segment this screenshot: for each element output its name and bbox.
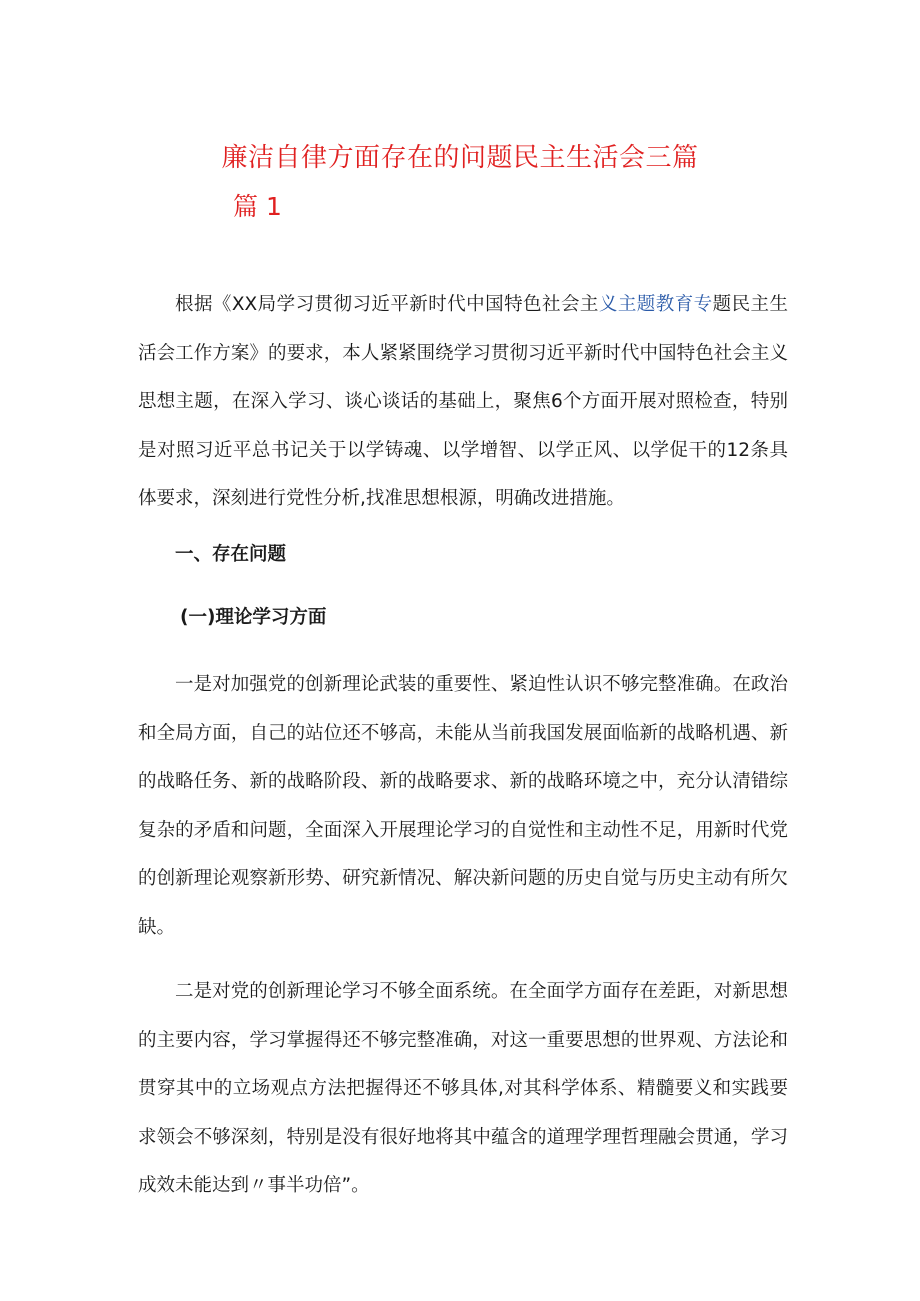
paragraph-two: 二是对党的创新理论学习不够全面系统。在全面学方面存在差距，对新思想的主要内容，学习掌握得还不够完整准确，对这一重要思想的世界观、方法论和贯穿其中的立场观点方法把握得还不够具体,对其科学体系、精髓要义和实践要求领会不够深刻，特别是没有很好地将其中蕴含的道理学理哲理融会贯通，学习成效未能达到〃事半功倍”。 <box>138 981 788 1196</box>
paragraph-one: 一是对加强党的创新理论武装的重要性、紧迫性认识不够完整准确。在政治和全局方面，自己的站位还不够高，未能从当前我国发展面临新的战略机遇、新的战略任务、新的战略阶段、新的战略要求、新的战略环境之中，充分认清错综复杂的矛盾和问题，全面深入开展理论学习的自觉性和主动性不足，用新时代党的创新理论观察新形势、研究新情况、解决新问题的历史自觉与历史主动有所欠缺。 <box>138 674 788 938</box>
intro-highlight: 义主题教育专 <box>598 294 713 315</box>
document-title: 廉洁自律方面存在的问题民主生活会三篇 <box>221 143 699 173</box>
intro-paragraph <box>138 281 788 524</box>
subsection-heading-theory: (一)理论学习方面 <box>180 607 327 628</box>
document-subtitle: 篇 1 <box>233 192 282 221</box>
intro-text-start: 根据《XX局学习贯彻习近平新时代中国特色社会主 <box>175 294 599 315</box>
section-heading-problems: 一、存在问题 <box>175 544 287 565</box>
intro-text-end: 题民主生活会工作方案》的要求，本人紧紧围绕学习贯彻习近平新时代中国特色社会主义思想主题，在深入学习、谈心谈话的基础上，聚焦6个方面开展对照检查，特别是对照习近平总书记关于以学铸魂、以学增智、以学正风、以学促干的12条具体要求，深刻进行党性分析,找准思想根源，明确改进措施。 <box>138 294 788 509</box>
